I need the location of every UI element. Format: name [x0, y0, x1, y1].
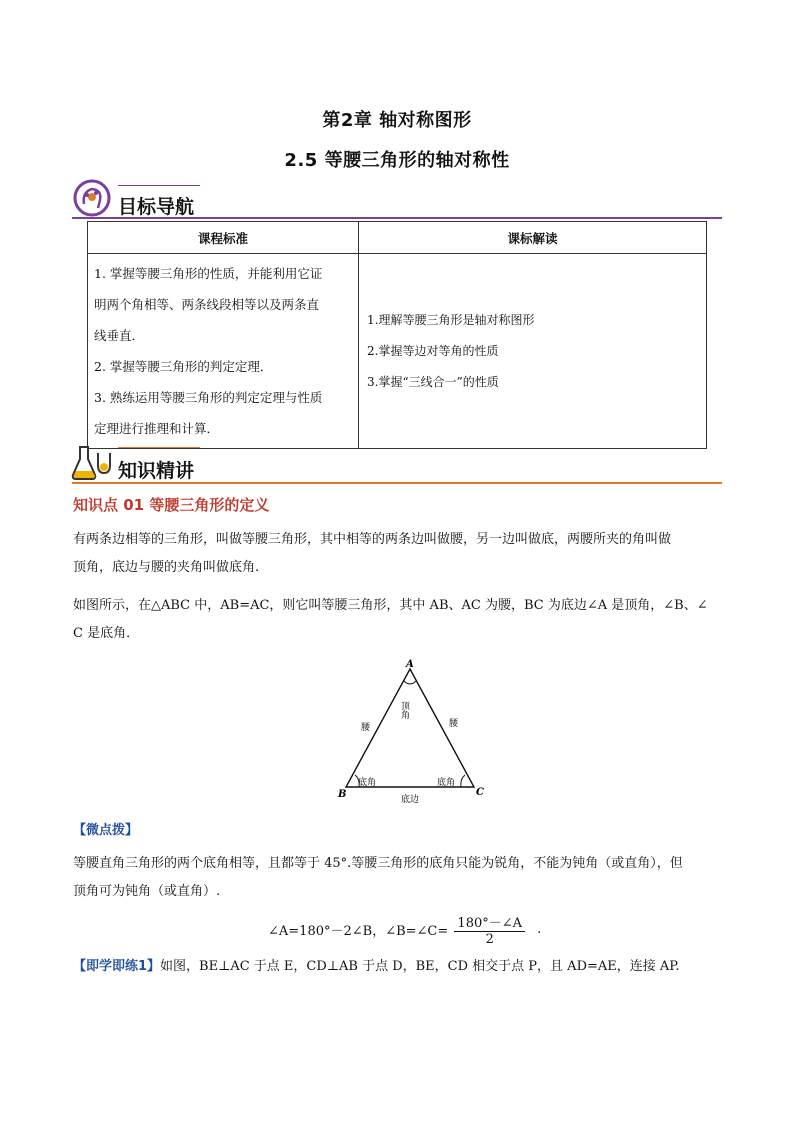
tip-paragraph: [73, 850, 725, 906]
vertex-b: B: [338, 789, 347, 800]
formula-denominator: 2: [485, 932, 494, 947]
vertex-c: C: [476, 787, 484, 798]
knowledge-point-title: 知识点 01 等腰三角形的定义: [73, 496, 270, 514]
example-line: C 是底角．: [73, 626, 140, 641]
definition-line: 有两条边相等的三角形，叫做等腰三角形，其中相等的两条边叫做腰，另一边叫做底，两腰所夹的角叫做: [73, 532, 672, 547]
example-paragraph: [73, 592, 725, 648]
isosceles-triangle-figure: [330, 655, 490, 805]
left-leg-label: 腰: [361, 723, 371, 733]
interpretation-line: 3.掌握“三线合一”的性质: [367, 374, 499, 389]
exercise-tag: 【即学即练1】: [73, 959, 161, 974]
definition-paragraph: [73, 526, 725, 582]
standard-line: 1. 掌握等腰三角形的性质，并能利用它证: [94, 266, 323, 281]
brain-head-icon: [72, 178, 112, 218]
apex-arc: [404, 681, 416, 684]
interpretation-cell: [359, 254, 707, 449]
goal-nav-top-rule: [118, 185, 200, 186]
definition-line: 顶角，底边与腰的夹角叫做底角.: [73, 560, 260, 575]
tip-tag: 【微点拨】: [73, 823, 139, 838]
right-base-angle-label: 底角: [437, 778, 456, 788]
standard-line: 2. 掌握等腰三角形的判定定理．: [94, 359, 273, 374]
goal-nav-heading: 目标导航: [118, 196, 195, 218]
knowledge-rule: [72, 482, 722, 484]
formula-left: ∠A=180°－2∠B，∠B=∠C=: [268, 924, 449, 939]
formula-numerator: 180°－∠A: [454, 912, 525, 932]
table-header-standard: 课程标准: [88, 222, 359, 254]
base-right-arc: [461, 775, 465, 787]
vertex-a: A: [406, 659, 414, 670]
exercise-text: 如图，BE⊥AC 于点 E，CD⊥AB 于点 D，BE，CD 相交于点 P，且 AD=AE，连接 AP.: [160, 959, 680, 974]
goal-nav-rule: [72, 217, 722, 219]
tip-line: 等腰直角三角形的两个底角相等，且都等于 45°.等腰三角形的底角只能为锐角，不能为钝角（或直角），但: [73, 856, 683, 871]
standard-line: 线垂直．: [94, 328, 145, 343]
course-standard-table: [87, 221, 707, 449]
knowledge-heading: 知识精讲: [118, 460, 195, 482]
chapter-title: 第2章 轴对称图形: [322, 110, 472, 131]
example-line: 如图所示，在△ABC 中，AB=AC，则它叫等腰三角形，其中 AB、AC 为腰，BC 为底边∠A 是顶角，∠B、∠: [73, 598, 708, 613]
exercise-paragraph: [73, 953, 725, 981]
right-leg-label: 腰: [449, 719, 459, 729]
standard-cell: [88, 254, 359, 449]
apex-label: 顶角: [399, 701, 409, 719]
section-title: 2.5 等腰三角形的轴对称性: [284, 150, 510, 171]
standard-line: 定理进行推理和计算．: [94, 421, 220, 436]
knowledge-top-rule: [118, 447, 200, 448]
tip-line: 顶角可为钝角（或直角）.: [73, 884, 221, 899]
formula-end: .: [537, 922, 542, 937]
table-header-interpretation: 课标解读: [359, 222, 707, 254]
flask-icon: [70, 443, 112, 481]
standard-line: 3. 熟练运用等腰三角形的判定定理与性质: [94, 390, 323, 405]
standard-line: 明两个角相等、两条线段相等以及两条直: [94, 297, 320, 312]
left-base-angle-label: 底角: [358, 778, 377, 788]
interpretation-line: 1.理解等腰三角形是轴对称图形: [367, 312, 535, 327]
base-label: 底边: [401, 795, 420, 805]
interpretation-line: 2.掌握等边对等角的性质: [367, 343, 499, 358]
angle-formula: [268, 912, 541, 947]
